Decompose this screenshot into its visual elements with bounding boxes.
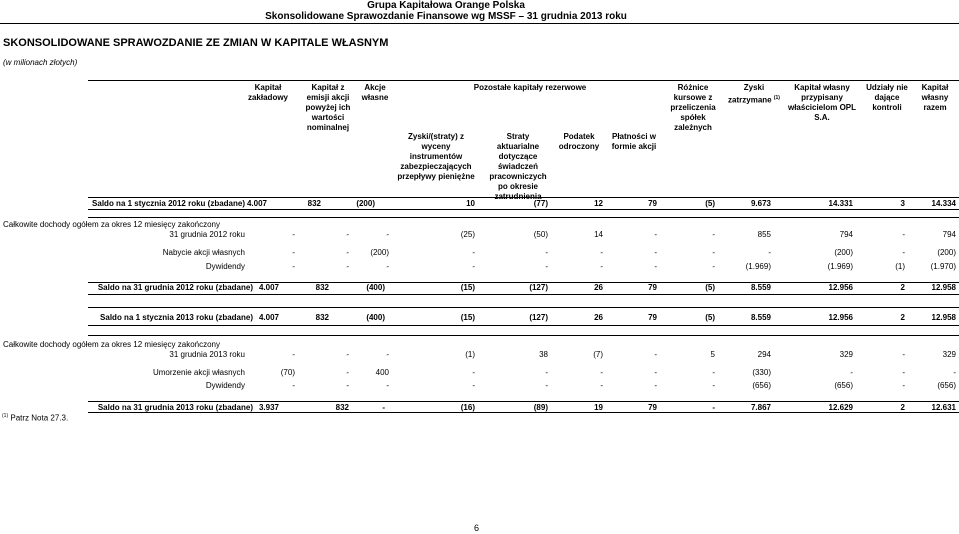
cell: -	[712, 248, 715, 257]
cell: -	[292, 262, 295, 271]
cell: 14.334	[931, 199, 956, 208]
cell: 400	[375, 368, 389, 377]
cell: -	[654, 368, 657, 377]
cell: 832	[307, 199, 321, 208]
row-separator	[88, 325, 959, 326]
cell: (1.970)	[930, 262, 956, 271]
row-label-prefix: Całkowite dochody ogółem za okres 12 miesięcy zakończony	[3, 340, 220, 349]
cell: -	[654, 248, 657, 257]
cell: -	[346, 381, 349, 390]
cell: -	[386, 350, 389, 359]
cell: 79	[648, 403, 657, 412]
cell: -	[902, 381, 905, 390]
cell: -	[712, 368, 715, 377]
cell: -	[600, 381, 603, 390]
cell: (15)	[460, 283, 475, 292]
header-report: Skonsolidowane Sprawozdanie Finansowe wg MSSF – 31 grudnia 2013 roku	[265, 11, 627, 22]
col-header-podatek-odroczony: Podatek odroczony	[558, 132, 600, 151]
row-separator	[88, 217, 959, 218]
cell: 12.956	[828, 313, 853, 322]
cell: 26	[594, 313, 603, 322]
cell: -	[292, 381, 295, 390]
row-label: Dywidendy	[205, 381, 245, 390]
cell: -	[292, 230, 295, 239]
cell: (200)	[370, 248, 389, 257]
cell: 79	[648, 199, 657, 208]
cell: 79	[648, 283, 657, 292]
cell: -	[654, 230, 657, 239]
table-row	[0, 248, 959, 259]
cell: 12.629	[828, 403, 853, 412]
cell: 2	[900, 283, 905, 292]
cell: 832	[335, 403, 349, 412]
cell: (200)	[356, 199, 375, 208]
col-header-kapital-wlasny-opl: Kapitał własny przypisany właścicielom OPL S.A.	[787, 83, 857, 122]
cell: (5)	[705, 313, 715, 322]
cell: 14.331	[828, 199, 853, 208]
cell: 8.559	[750, 283, 771, 292]
row-label: Nabycie akcji własnych	[162, 248, 245, 257]
row-label-prefix: Całkowite dochody ogółem za okres 12 miesięcy zakończony	[3, 220, 220, 229]
cell: -	[346, 262, 349, 271]
cell: (400)	[366, 313, 385, 322]
cell: (77)	[533, 199, 548, 208]
cell: 26	[594, 283, 603, 292]
cell: -	[346, 368, 349, 377]
cell: -	[953, 368, 956, 377]
cell: -	[654, 262, 657, 271]
cell: -	[545, 248, 548, 257]
col-header-roznice-kursowe: Różnice kursowe z przeliczenia spółek zależnych	[670, 83, 716, 132]
cell: (330)	[752, 368, 771, 377]
cell: 329	[839, 350, 853, 359]
row-label: Saldo na 31 grudnia 2013 roku (zbadane)	[97, 403, 253, 412]
cell: -	[386, 262, 389, 271]
cell: -	[712, 381, 715, 390]
cell: 4.007	[258, 283, 279, 292]
cell: (70)	[280, 368, 295, 377]
cell: (656)	[752, 381, 771, 390]
cell: -	[712, 262, 715, 271]
footnote	[2, 413, 68, 423]
cell: -	[292, 350, 295, 359]
cell: -	[902, 368, 905, 377]
cell: (15)	[460, 313, 475, 322]
cell: 12	[594, 199, 603, 208]
cell: (1.969)	[745, 262, 771, 271]
cell: 2	[900, 313, 905, 322]
row-label: 31 grudnia 2013 roku	[169, 350, 245, 359]
cell: (5)	[705, 283, 715, 292]
cell: -	[545, 368, 548, 377]
cell: 14	[594, 230, 603, 239]
cell: 794	[942, 230, 956, 239]
cell: -	[472, 381, 475, 390]
col-header-akcje-wlasne: Akcje własne	[361, 83, 389, 102]
row-label: Saldo na 1 stycznia 2013 roku (zbadane)	[100, 313, 253, 322]
cell: 38	[539, 350, 548, 359]
cell: 4.007	[258, 313, 279, 322]
cell: (50)	[533, 230, 548, 239]
cell: (656)	[937, 381, 956, 390]
cell: 10	[466, 199, 475, 208]
cell: 12.956	[828, 283, 853, 292]
footnote-text: Patrz Nota 27.3.	[10, 413, 69, 423]
cell: 294	[757, 350, 771, 359]
cell: (1)	[895, 262, 905, 271]
row-label: Saldo na 1 stycznia 2012 roku (zbadane)	[92, 199, 245, 208]
table-row	[0, 403, 959, 414]
cell: 8.559	[750, 313, 771, 322]
cell: -	[386, 230, 389, 239]
table-row	[0, 230, 959, 241]
col-header-zyski-straty-wyceny: Zyski/(straty) z wyceny instrumentów zabezpieczających przepływy pieniężne	[397, 132, 475, 181]
cell: -	[850, 368, 853, 377]
cell: 3.937	[258, 403, 279, 412]
row-label: Saldo na 31 grudnia 2012 roku (zbadane)	[97, 283, 253, 292]
cell: 12.958	[931, 283, 956, 292]
table-row	[0, 350, 959, 361]
cell: -	[292, 248, 295, 257]
col-header-straty-aktuarialne: Straty aktuarialne dotyczące świadczeń pracowniczych po okresie zatrudnienia	[489, 132, 547, 201]
table-row	[0, 313, 959, 324]
page-title: SKONSOLIDOWANE SPRAWOZDANIE ZE ZMIAN W KAPITALE WŁASNYM	[3, 37, 389, 49]
cell: 855	[757, 230, 771, 239]
col-header-udzialy-nie-dajace-kontroli: Udziały nie dające kontroli	[866, 83, 908, 112]
cell: -	[472, 248, 475, 257]
header-company: Grupa Kapitałowa Orange Polska	[367, 0, 525, 11]
zyski-zatrzymane-sup: (1)	[773, 95, 780, 101]
cell: (127)	[529, 313, 548, 322]
cell: (16)	[460, 403, 475, 412]
cell: -	[346, 350, 349, 359]
cell: (25)	[460, 230, 475, 239]
cell: -	[654, 350, 657, 359]
cell: -	[545, 262, 548, 271]
page-number: 6	[474, 523, 480, 533]
col-header-pozostale-kapitaly: Pozostałe kapitały rezerwowe	[473, 83, 587, 92]
cell: 3	[900, 199, 905, 208]
cell: 19	[594, 403, 603, 412]
cell: -	[346, 248, 349, 257]
row-separator	[88, 197, 959, 198]
cell: (89)	[533, 403, 548, 412]
cell: (127)	[529, 283, 548, 292]
cell: -	[902, 350, 905, 359]
cell: (656)	[834, 381, 853, 390]
row-separator	[88, 294, 959, 295]
cell: -	[472, 262, 475, 271]
header-rule	[0, 23, 959, 24]
col-header-kapital-emisji: Kapitał z emisji akcji powyżej ich wartości nominalnej	[305, 83, 351, 132]
cell: (5)	[705, 199, 715, 208]
col-header-kapital-zakladowy: Kapitał zakładowy	[247, 83, 288, 102]
cell: 832	[315, 313, 329, 322]
table-row	[0, 199, 959, 210]
cell: -	[600, 368, 603, 377]
row-label: Umorzenie akcji własnych	[152, 368, 245, 377]
cell: -	[545, 381, 548, 390]
cell: -	[902, 230, 905, 239]
row-label: 31 grudnia 2012 roku	[169, 230, 245, 239]
cell: (1.969)	[827, 262, 853, 271]
cell: (200)	[937, 248, 956, 257]
table-row	[0, 283, 959, 294]
cell: 12.958	[931, 313, 956, 322]
cell: 9.673	[750, 199, 771, 208]
row-separator	[88, 307, 959, 308]
cell: 329	[942, 350, 956, 359]
cell: -	[654, 381, 657, 390]
cell: 794	[839, 230, 853, 239]
cell: (200)	[834, 248, 853, 257]
cell: -	[386, 381, 389, 390]
row-separator	[88, 401, 959, 402]
cell: 832	[315, 283, 329, 292]
table-row	[0, 262, 959, 273]
cell: -	[472, 368, 475, 377]
col-header-kapital-razem: Kapitał własny razem	[921, 83, 949, 112]
cell: -	[902, 248, 905, 257]
cell: 79	[648, 313, 657, 322]
row-label: Dywidendy	[205, 262, 245, 271]
table-row	[0, 368, 959, 379]
cell: -	[382, 403, 385, 412]
table-row	[0, 381, 959, 392]
footnote-marker: (1)	[2, 413, 9, 419]
cell: 2	[900, 403, 905, 412]
cell: (7)	[593, 350, 603, 359]
zyski-zatrzymane-label: Zyski zatrzymane	[728, 83, 772, 105]
cell: 12.631	[931, 403, 956, 412]
cell: -	[600, 262, 603, 271]
cell: -	[346, 230, 349, 239]
report-header	[246, 0, 646, 22]
cell: -	[600, 248, 603, 257]
col-header-platnosci-akcji: Płatności w formie akcji	[611, 132, 657, 151]
cell: 7.867	[750, 403, 771, 412]
row-separator	[88, 335, 959, 336]
table-top-rule	[88, 80, 959, 81]
cell: 5	[710, 350, 715, 359]
cell: -	[768, 248, 771, 257]
cell: -	[712, 403, 715, 412]
cell: 4.007	[246, 199, 267, 208]
page-subtitle: (w milionach złotych)	[3, 58, 78, 67]
cell: -	[712, 230, 715, 239]
col-header-zyski-zatrzymane	[726, 83, 782, 106]
cell: (1)	[465, 350, 475, 359]
cell: (400)	[366, 283, 385, 292]
